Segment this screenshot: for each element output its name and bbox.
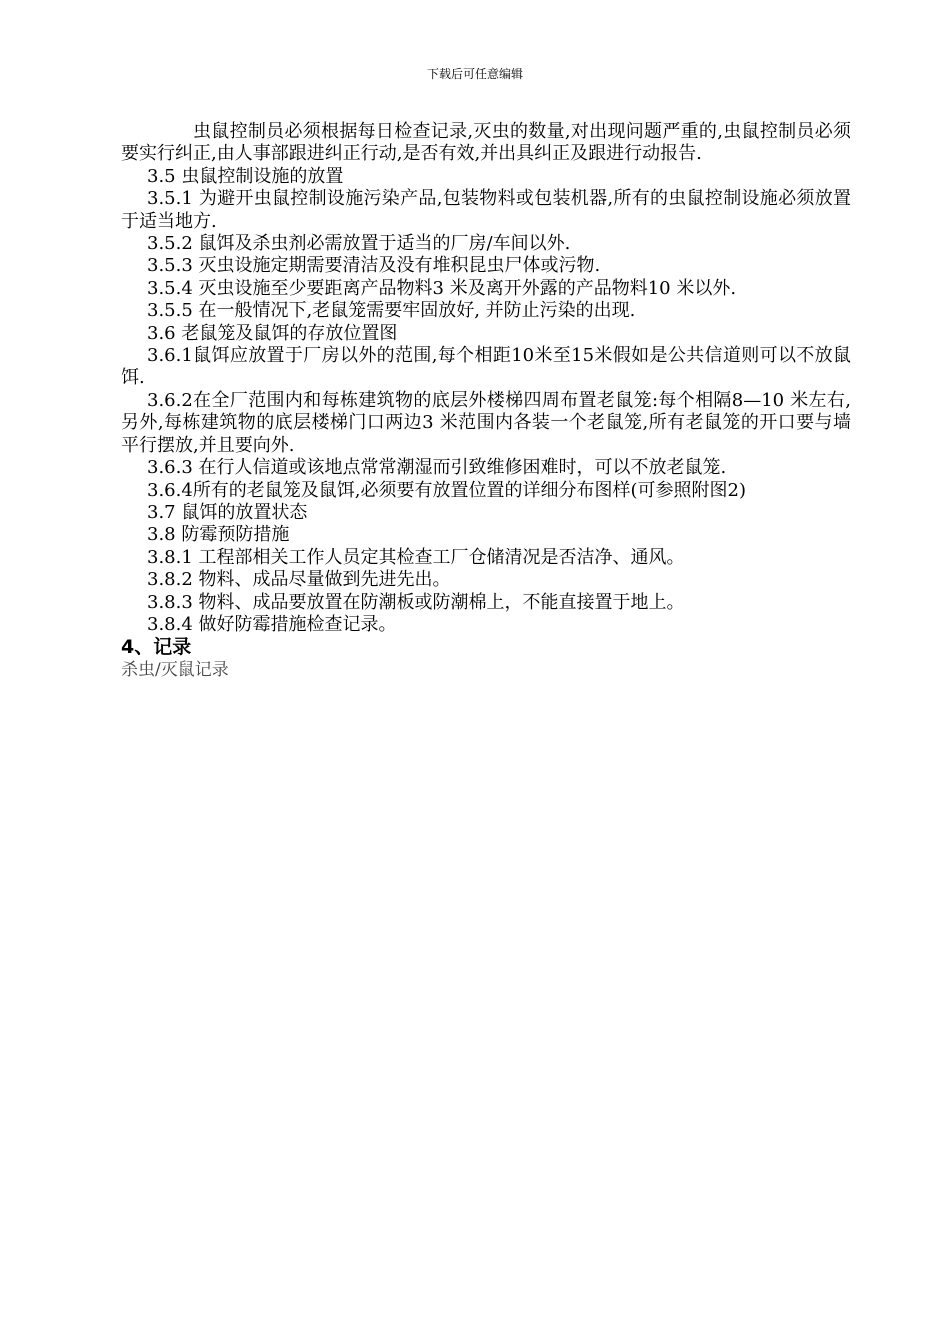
paragraph-3-5-5: 3.5.5 在一般情况下,老鼠笼需要牢固放好, 并防止污染的出现. — [147, 300, 636, 322]
paragraph-3-8-1: 3.8.1 工程部相关工作人员定其检查工厂仓储清况是否洁净、通风。 — [147, 546, 685, 568]
heading-3-7: 3.7 鼠饵的放置状态 — [147, 501, 308, 523]
paragraph-3-6-2: 3.6.2在全厂范围内和每栋建筑物的底层外楼梯四周布置老鼠笼:每个相隔8—10 米左右,另外,每栋建筑物的底层楼梯门口两边3 米范围内各装一个老鼠笼,所有老鼠笼的开口要与墙平行摆放,并且要向外. — [121, 389, 851, 456]
heading-3-5: 3.5 虫鼠控制设施的放置 — [147, 165, 344, 187]
paragraph-3-6-1: 3.6.1鼠饵应放置于厂房以外的范围,每个相距10米至15米假如是公共信道则可以不放鼠饵. — [121, 345, 851, 389]
paragraph-3-5-4: 3.5.4 灭虫设施至少要距离产品物料3 米及离开外露的产品物料10 米以外. — [147, 277, 737, 299]
page-header: 下载后可任意编辑 — [426, 67, 523, 81]
heading-3-6: 3.6 老鼠笼及鼠饵的存放位置图 — [147, 322, 398, 344]
paragraph-3-5-2: 3.5.2 鼠饵及杀虫剂必需放置于适当的厂房/车间以外. — [147, 233, 571, 255]
record-label: 杀虫/灭鼠记录 — [121, 660, 229, 681]
paragraph-3-6-3: 3.6.3 在行人信道或该地点常常潮湿而引致维修困难时，可以不放老鼠笼. — [147, 457, 727, 479]
heading-3-8: 3.8 防霉预防措施 — [147, 524, 290, 546]
paragraph-pest-control-report: 虫鼠控制员必须根据每日检查记录,灭虫的数量,对出现问题严重的,虫鼠控制员必须要实行纠正,由人事部跟进纠正行动,是否有效,并出具纠正及跟进行动报告. — [121, 121, 851, 165]
paragraph-3-5-3: 3.5.3 灭虫设施定期需要清洁及没有堆积昆虫尸体或污物. — [147, 255, 601, 277]
section-4-heading: 4、记录 — [121, 636, 192, 659]
paragraph-3-6-4: 3.6.4所有的老鼠笼及鼠饵,必须要有放置位置的详细分布图样(可参照附图2) — [147, 479, 747, 501]
paragraph-3-8-2: 3.8.2 物料、成品尽量做到先进先出。 — [147, 569, 451, 591]
paragraph-3-8-3: 3.8.3 物料、成品要放置在防潮板或防潮棉上，不能直接置于地上。 — [147, 591, 685, 613]
paragraph-3-8-4: 3.8.4 做好防霉措施检查记录。 — [147, 613, 397, 635]
document-body — [121, 121, 851, 682]
paragraph-3-5-1: 3.5.1 为避开虫鼠控制设施污染产品,包装物料或包装机器,所有的虫鼠控制设施必须放置于适当地方. — [121, 188, 851, 232]
